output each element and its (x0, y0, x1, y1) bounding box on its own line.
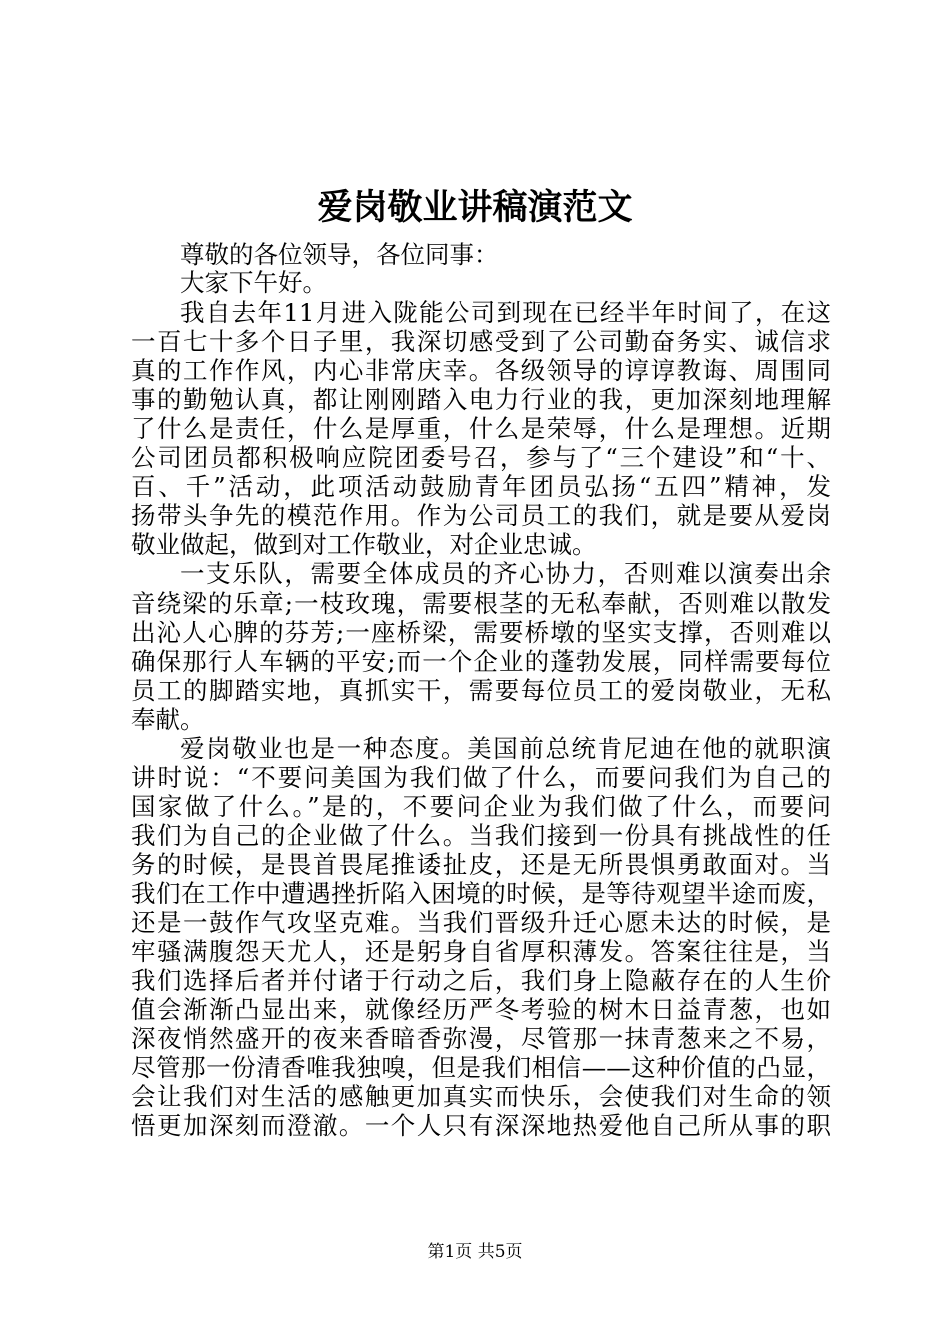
text-line: 尽管那一份清香唯我独嗅，但是我们相信——这种价值的凸显， (131, 1053, 831, 1082)
text-line: 扬带头争先的模范作用。作为公司员工的我们，就是要从爱岗 (131, 501, 831, 530)
text-line: 会让我们对生活的感触更加真实而快乐，会使我们对生命的领 (131, 1082, 831, 1111)
text-line: 我们在工作中遭遇挫折陷入困境的时候，是等待观望半途而废， (131, 879, 831, 908)
text-line: 员工的脚踏实地，真抓实干，需要每位员工的爱岗敬业，无私 (131, 676, 831, 705)
page-number-footer: 第1页 共5页 (427, 1242, 523, 1262)
text-line: 出沁人心脾的芬芳;一座桥梁，需要桥墩的坚实支撑，否则难以 (131, 618, 831, 647)
text-line: 事的勤勉认真，都让刚刚踏入电力行业的我，更加深刻地理解 (131, 385, 831, 414)
text-line: 爱岗敬业也是一种态度。美国前总统肯尼迪在他的就职演 (180, 734, 831, 763)
text-line: 值会渐渐凸显出来，就像经历严冬考验的树木日益青葱，也如 (131, 995, 831, 1024)
text-line: 一百七十多个日子里，我深切感受到了公司勤奋务实、诚信求 (131, 327, 831, 356)
text-line: 我们为自己的企业做了什么。当我们接到一份具有挑战性的任 (131, 821, 831, 850)
text-line: 音绕梁的乐章;一枝玫瑰，需要根茎的无私奉献，否则难以散发 (131, 589, 831, 618)
text-line: 敬业做起，做到对工作敬业，对企业忠诚。 (131, 530, 597, 559)
text-line: 百、千”活动，此项活动鼓励青年团员弘扬“五四”精神，发 (131, 472, 831, 501)
text-line: 务的时候，是畏首畏尾推诿扯皮，还是无所畏惧勇敢面对。当 (131, 850, 831, 879)
text-line: 我自去年11月进入陇能公司到现在已经半年时间了，在这 (180, 298, 831, 327)
text-line: 悟更加深刻而澄澈。一个人只有深深地热爱他自己所从事的职 (131, 1111, 831, 1140)
text-line: 牢骚满腹怨天尤人，还是躬身自省厚积薄发。答案往往是，当 (131, 937, 831, 966)
text-line: 讲时说：“不要问美国为我们做了什么，而要问我们为自己的 (131, 763, 831, 792)
text-line: 深夜悄然盛开的夜来香暗香弥漫，尽管那一抹青葱来之不易， (131, 1024, 831, 1053)
text-line: 尊敬的各位领导，各位同事： (180, 240, 499, 269)
text-line: 还是一鼓作气攻坚克难。当我们晋级升迁心愿未达的时候，是 (131, 908, 831, 937)
text-line: 国家做了什么。”是的，不要问企业为我们做了什么，而要问 (131, 792, 831, 821)
text-line: 了什么是责任，什么是厚重，什么是荣辱，什么是理想。近期 (131, 414, 831, 443)
text-line: 大家下午好。 (180, 268, 327, 297)
text-line: 真的工作作风，内心非常庆幸。各级领导的谆谆教诲、周围同 (131, 356, 831, 385)
text-line: 公司团员都积极响应院团委号召，参与了“三个建设”和“十、 (131, 443, 831, 472)
text-line: 确保那行人车辆的平安;而一个企业的蓬勃发展，同样需要每位 (131, 647, 831, 676)
text-line: 一支乐队，需要全体成员的齐心协力，否则难以演奏出余 (180, 559, 831, 588)
page-title: 爱岗敬业讲稿演范文 (317, 187, 633, 228)
text-line: 我们选择后者并付诸于行动之后，我们身上隐蔽存在的人生价 (131, 966, 831, 995)
text-line: 奉献。 (131, 705, 205, 734)
